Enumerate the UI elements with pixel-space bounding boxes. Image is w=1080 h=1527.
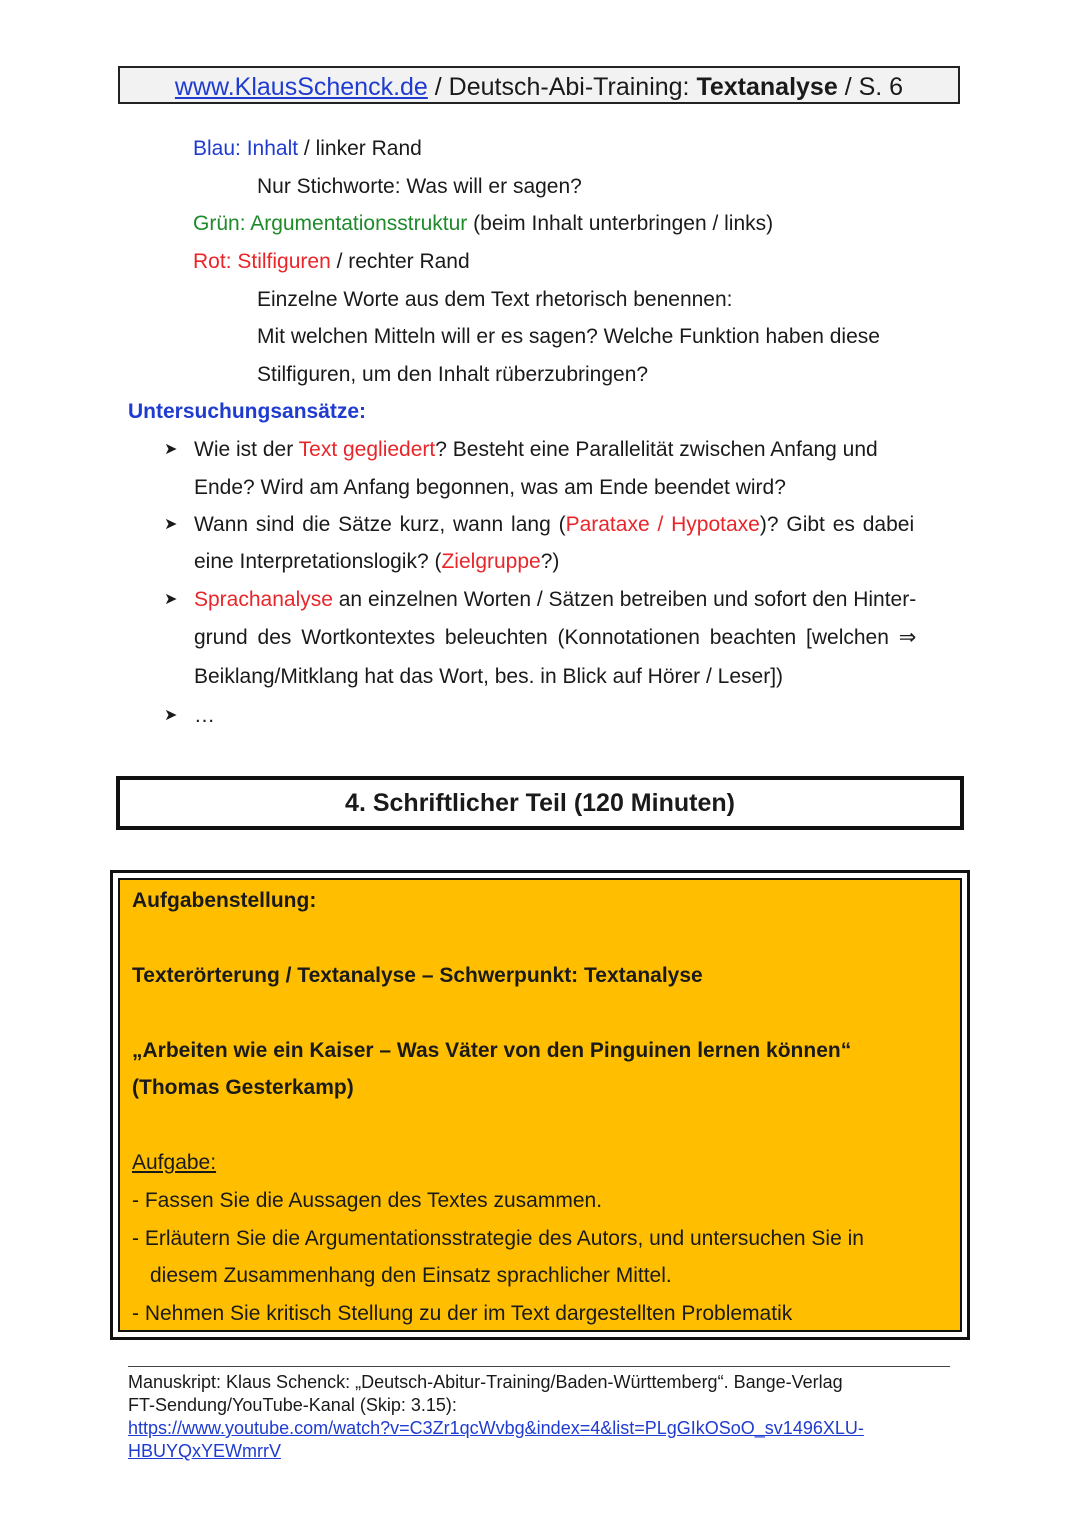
legend-rot-note-1: Einzelne Worte aus dem Text rhetorisch benennen: [257, 288, 733, 311]
bullet-1-line-1: Wie ist der Text gegliedert? Besteht eine Parallelität zwischen Anfang und [194, 438, 878, 461]
bullet-2-line-1: Wann sind die Sätze kurz, wann lang (Parataxe / Hypotaxe)? Gibt es dabei [194, 513, 915, 536]
footer-url-line-2[interactable]: HBUYQxYEWmrrV [128, 1441, 281, 1461]
legend-rot-note-2: Mit welchen Mitteln will er es sagen? Welche Funktion haben diese [257, 325, 880, 348]
task-type: Texterörterung / Textanalyse – Schwerpunkt: Textanalyse [132, 964, 703, 987]
bullet-3-line-3: Beiklang/Mitklang hat das Wort, bes. in Blick auf Hörer / Leser]) [194, 665, 784, 688]
footer-manuscript: Manuskript: Klaus Schenck: „Deutsch-Abitur-Training/Baden-Württemberg“. Bange-Verlag [128, 1372, 843, 1392]
task-text-title: „Arbeiten wie ein Kaiser – Was Väter von den Pinguinen lernen können“ [132, 1039, 852, 1062]
bullet-3-line-2: grund des Wortkontextes beleuchten (Konnotationen beachten [welchen ⇒ [194, 626, 917, 649]
task-item-1: - Fassen Sie die Aussagen des Textes zusammen. [132, 1189, 603, 1212]
arrow-bullet-icon: ➤ [164, 707, 178, 724]
footer-channel: FT-Sendung/YouTube-Kanal (Skip: 3.15): [128, 1395, 457, 1415]
legend-rot-note-3: Stilfiguren, um den Inhalt rüberzubringen? [257, 363, 649, 386]
legend-blau-note: Nur Stichworte: Was will er sagen? [257, 175, 582, 198]
footer-url-line-1[interactable]: https://www.youtube.com/watch?v=C3Zr1qcWvbg&index=4&list=PLgGIkOSoO_sv1496XLU- [128, 1418, 864, 1438]
arrow-bullet-icon: ➤ [164, 516, 178, 533]
arrow-bullet-icon: ➤ [164, 441, 178, 458]
footer-divider [128, 1366, 950, 1367]
section-title: 4. Schriftlicher Teil (120 Minuten) [116, 776, 964, 830]
header-page-number: / S. 6 [837, 73, 904, 101]
task-box [110, 870, 970, 1340]
task-item-2: - Erläutern Sie die Argumentationsstrategie des Autors, und untersuchen Sie in [132, 1227, 864, 1250]
bullet-2-line-2: eine Interpretationslogik? (Zielgruppe?) [194, 550, 560, 573]
task-text-author: (Thomas Gesterkamp) [132, 1076, 354, 1099]
page-header [118, 66, 960, 104]
bullet-4: … [194, 704, 215, 727]
bullet-1-line-2: Ende? Wird am Anfang begonnen, was am Ende beendet wird? [194, 476, 786, 499]
aufgabe-label: Aufgabe: [132, 1151, 217, 1174]
arrow-bullet-icon: ➤ [164, 591, 178, 608]
task-item-3: - Nehmen Sie kritisch Stellung zu der im Text dargestellten Problematik [132, 1302, 793, 1325]
site-link[interactable]: www.KlausSchenck.de [174, 73, 428, 101]
task-heading: Aufgabenstellung: [132, 889, 317, 912]
task-item-2-continued: diesem Zusammenhang den Einsatz sprachlicher Mittel. [150, 1264, 672, 1287]
legend-rot: Rot: Stilfiguren / rechter Rand [193, 250, 470, 273]
header-breadcrumb: / Deutsch-Abi-Training: [427, 73, 697, 101]
legend-gruen: Grün: Argumentationsstruktur (beim Inhalt unterbringen / links) [193, 212, 774, 235]
task-box-inner [118, 878, 962, 1332]
bullet-3-line-1: Sprachanalyse an einzelnen Worten / Sätzen betreiben und sofort den Hinter- [194, 588, 917, 611]
header-topic: Textanalyse [696, 73, 838, 101]
untersuchung-heading: Untersuchungsansätze: [128, 400, 367, 423]
legend-blau: Blau: Inhalt / linker Rand [193, 137, 422, 160]
